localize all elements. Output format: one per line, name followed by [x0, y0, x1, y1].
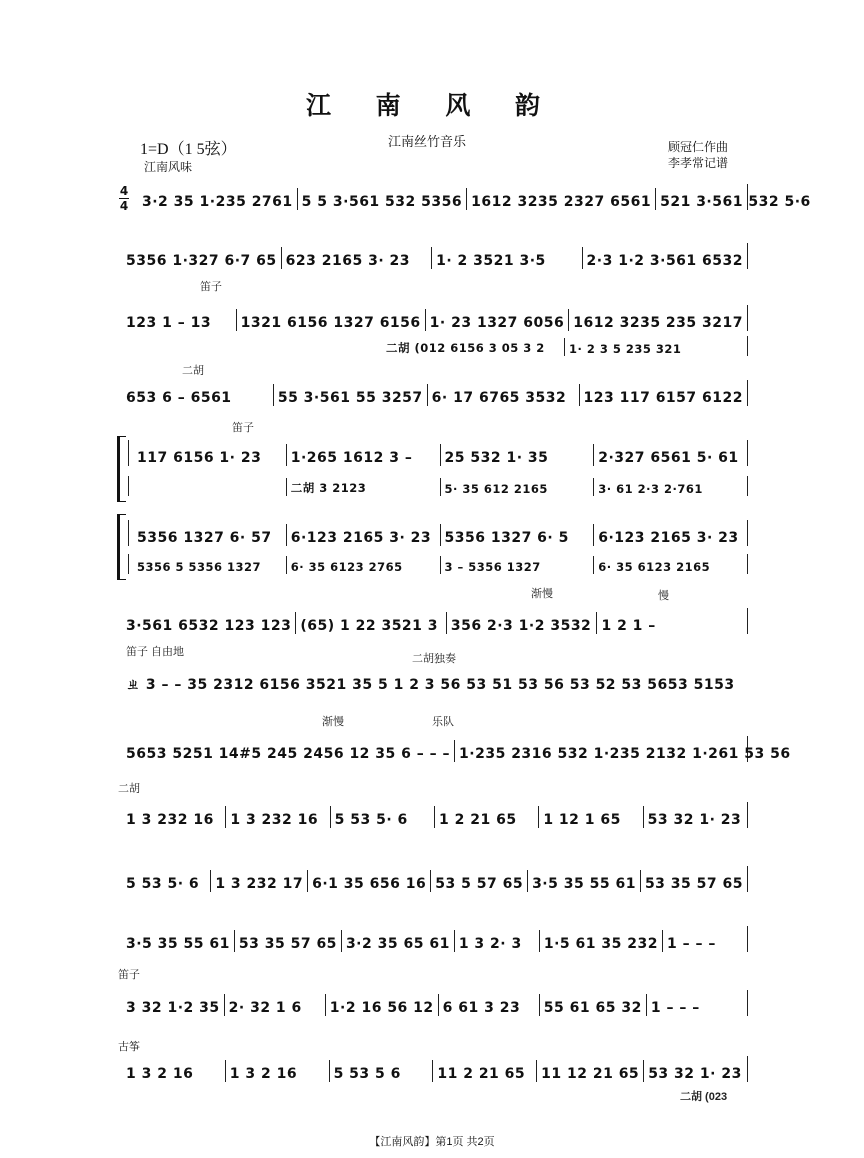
score-row-8 [118, 668, 748, 694]
measure: 3 32 1·2 35 [122, 994, 225, 1016]
measure: 1 2 21 65 [435, 806, 539, 828]
measure: 11 2 21 65 [433, 1060, 537, 1082]
measure: 521 3·561 532 5·6 [660, 194, 811, 210]
score-row-11 [118, 866, 748, 892]
measure: 1 3 2· 3 [455, 930, 540, 952]
label-erhu: 二胡 [182, 365, 204, 377]
score-row-2 [118, 243, 748, 269]
measure: 1· 23 1327 6056 [426, 309, 570, 331]
measure: 6· 35 6123 2765 [287, 556, 441, 574]
score-row-4 [118, 380, 748, 406]
measure: 5 5 3·561 532 5356 [298, 188, 467, 210]
label-tempo-rit: 渐慢 [531, 588, 553, 600]
measure: 117 6156 1· 23 [133, 444, 287, 466]
measure: 5653 5251 14#5 245 2456 12 35 6 – – – [122, 740, 455, 762]
measure: 6· 17 6765 3532 [428, 384, 580, 406]
time-signature-top: 4 [119, 184, 129, 198]
measure: 1 3 232 16 [122, 806, 226, 828]
measure: 1·5 61 35 232 [540, 930, 663, 952]
measure: 5356 1327 6· 57 [133, 524, 287, 546]
system-brace [117, 436, 126, 502]
measure: 55 3·561 55 3257 [274, 384, 428, 406]
measure: 1 12 1 65 [539, 806, 643, 828]
measure: 3· 61 2·3 2·761 [598, 482, 703, 496]
score-row-1 [134, 184, 811, 210]
measure: 1·265 1612 3 – [287, 444, 441, 466]
page-title: 江 南 风 韵 [305, 91, 559, 120]
label-dizi: 笛子 [200, 281, 222, 293]
measure: 123 1 – 13 [122, 309, 237, 331]
page-footer: 【江南风韵】第1页 共2页 [369, 1136, 495, 1148]
label-dizi-3: 笛子 [118, 969, 140, 981]
measure: 123 117 6157 6122 [583, 390, 743, 406]
time-signature-bottom: 4 [119, 199, 129, 213]
measure: 53 35 57 65 [644, 876, 743, 892]
measure: 6· 35 6123 2165 [598, 560, 711, 574]
transcriber: 李孝常记谱 [668, 156, 729, 170]
measure: 1 – – – [666, 936, 716, 952]
measure: 356 2·3 1·2 3532 [447, 612, 598, 634]
score-row-14 [118, 1056, 748, 1082]
measure: 二胡 3 2123 [287, 478, 441, 496]
key-signature: 1=D（1 5弦） [140, 141, 237, 158]
time-signature [117, 185, 131, 212]
score-row-7 [118, 608, 748, 634]
measure: 53 5 57 65 [431, 870, 528, 892]
label-tempo-slow: 慢 [658, 590, 669, 602]
measure: 1321 6156 1327 6156 [237, 309, 426, 331]
measure: 1· 2 3 5 235 321 [569, 342, 682, 356]
measure: 3 – 5356 1327 [441, 556, 595, 574]
measure: 1612 3235 235 3217 [573, 315, 743, 331]
score-row-3 [118, 305, 748, 331]
measure: 3·5 35 55 61 [528, 870, 641, 892]
score-row-9 [118, 736, 791, 762]
label-dizi-2: 笛子 [232, 422, 254, 434]
measure: 1 2 1 – [601, 618, 656, 634]
measure: 5 53 5· 6 [122, 870, 211, 892]
score-row-13 [118, 990, 748, 1016]
measure: 2·327 6561 5· 61 [598, 450, 739, 466]
label-erhu-solo: 二胡独奏 [412, 653, 456, 665]
score-row-6-sub [128, 554, 748, 574]
measure: 1 3 232 17 [211, 870, 308, 892]
label-erhu-2: 二胡 [118, 783, 140, 795]
label-orchestra: 乐队 [432, 716, 454, 728]
measure: 1·2 16 56 12 [326, 994, 439, 1016]
measure: 25 532 1· 35 [441, 444, 595, 466]
measure: 2·3 1·2 3·561 6532 [586, 253, 744, 269]
row-14-sub-tail: 二胡 (023 [680, 1091, 728, 1103]
measure: 6·123 2165 3· 23 [287, 524, 441, 546]
measure: 6·1 35 656 16 [308, 870, 431, 892]
measure: 6 61 3 23 [439, 994, 540, 1016]
score-row-6 [128, 520, 748, 546]
measure: 623 2165 3· 23 [282, 247, 432, 269]
measure: 1 3 2 16 [226, 1060, 330, 1082]
measure: 3·2 35 1·235 2761 [138, 188, 298, 210]
measure: 5356 1327 6· 5 [441, 524, 595, 546]
measure: ㄓ 3 – – 35 2312 6156 3521 35 5 1 2 3 56 53 51 53 56 53 52 53 5653 5153 [126, 677, 735, 693]
measure: 5356 1·327 6·7 65 [122, 247, 282, 269]
measure: 11 12 21 65 [537, 1060, 644, 1082]
system-brace [117, 514, 126, 580]
measure: (65) 1 22 3521 3 [296, 612, 447, 634]
composer: 顾冠仁作曲 [668, 140, 729, 154]
measure: 1 – – – [650, 1000, 700, 1016]
measure: 55 61 65 32 [540, 994, 647, 1016]
measure: 53 32 1· 23 [648, 1066, 742, 1082]
style-mark: 江南风味 [144, 160, 193, 174]
label-tempo-rit-2: 渐慢 [322, 716, 344, 728]
measure: 5· 35 612 2165 [441, 478, 595, 496]
score-row-12 [118, 926, 748, 952]
measure: 3·561 6532 123 123 [122, 612, 296, 634]
measure: 53 35 57 65 [235, 930, 342, 952]
measure: 1·235 2316 532 1·235 2132 1·261 53 56 [459, 746, 791, 762]
measure: 2· 32 1 6 [225, 994, 326, 1016]
measure: 5 53 5· 6 [331, 806, 435, 828]
measure: 53 32 1· 23 [647, 812, 742, 828]
measure: 653 6 – 6561 [122, 384, 274, 406]
score-row-10 [118, 802, 748, 828]
measure: 3·5 35 55 61 [122, 930, 235, 952]
measure: 3·2 35 65 61 [342, 930, 455, 952]
measure: 1 3 232 16 [226, 806, 330, 828]
measure: 5356 5 5356 1327 [133, 556, 287, 574]
label-dizi-free: 笛子 自由地 [126, 646, 185, 658]
measure [133, 478, 287, 496]
label-guzheng: 古筝 [118, 1041, 140, 1053]
genre-label: 江南丝竹音乐 [388, 134, 467, 149]
measure: 二胡 (012 6156 3 05 3 2 [382, 338, 565, 356]
measure: 6·123 2165 3· 23 [598, 530, 739, 546]
measure: 1 3 2 16 [122, 1060, 226, 1082]
measure: 1· 2 3521 3·5 [432, 247, 582, 269]
score-row-5 [128, 440, 748, 466]
measure: 5 53 5 6 [330, 1060, 434, 1082]
score-row-3-sub [378, 336, 748, 356]
score-row-5-sub [128, 476, 748, 496]
measure: 1612 3235 2327 6561 [467, 188, 656, 210]
